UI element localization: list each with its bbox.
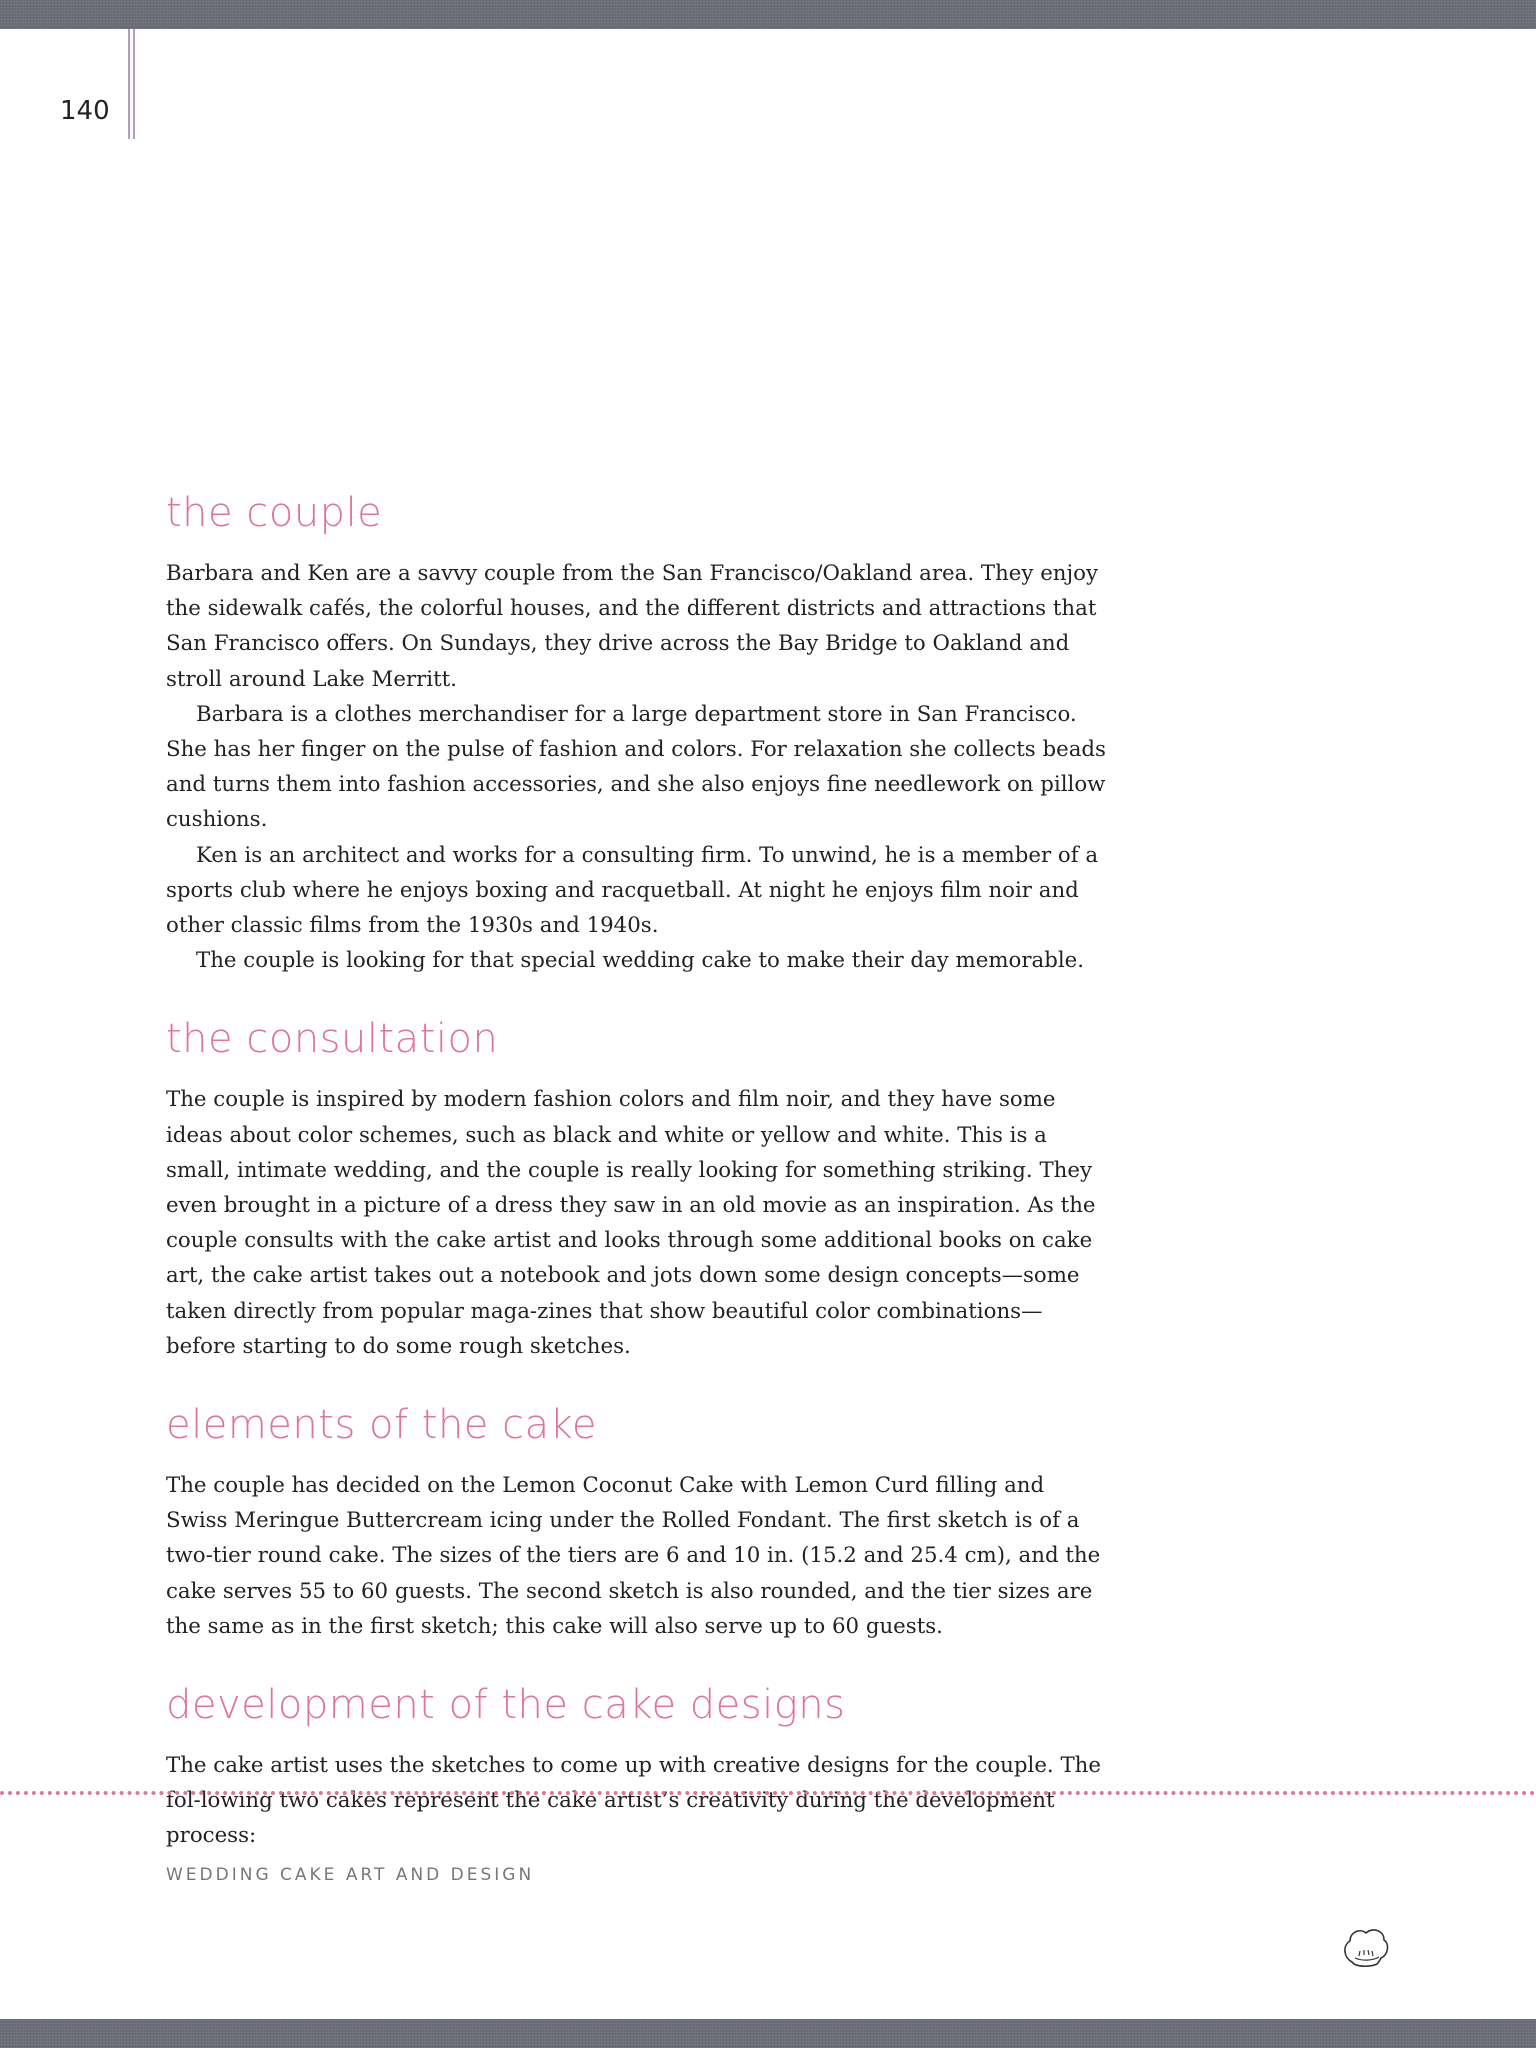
margin-rule-right: [133, 29, 135, 139]
running-footer-title: WEDDING CAKE ART AND DESIGN: [166, 1865, 535, 1885]
top-border-bar: [0, 0, 1536, 29]
section-the-couple: [166, 486, 1106, 978]
page-content: [166, 486, 1106, 1888]
chef-hat-icon: [1340, 1922, 1390, 1972]
section-heading: development of the cake designs: [166, 1682, 846, 1729]
margin-rule-left: [128, 29, 130, 139]
paragraph: The couple is inspired by modern fashion colors and film noir, and they have some ideas about color schemes, such as black and white or yellow and white. This is a small, intimate wedding, and the couple is really looking for something striking. They even brought in a picture of a dress they saw in an old movie as an inspiration. As the couple consults with the cake artist and looks through some additional books on cake art, the cake artist takes out a notebook and jots down some design concepts—some taken directly from popular maga-zines that show beautiful color combinations—before starting to do some rough sketches.: [166, 1087, 1096, 1359]
paragraph: The couple has decided on the Lemon Coconut Cake with Lemon Curd filling and Swiss Meringue Buttercream icing under the Rolled Fondant. The first sketch is of a two-tier round cake. The sizes of the tiers are 6 and 10 in. (15.2 and 25.4 cm), and the cake serves 55 to 60 guests. The second sketch is also rounded, and the tier sizes are the same as in the first sketch; this cake will also serve up to 60 guests.: [166, 1473, 1101, 1639]
section-heading: elements of the cake: [166, 1402, 597, 1449]
section-elements-of-the-cake: [166, 1398, 1106, 1644]
section-heading: the consultation: [166, 1016, 499, 1063]
bottom-border-bar: [0, 2019, 1536, 2048]
paragraph: The couple is looking for that special wedding cake to make their day memorable.: [196, 948, 1085, 974]
section-the-consultation: [166, 1012, 1106, 1364]
footer-dotted-divider: [0, 1791, 1536, 1795]
paragraph: Barbara is a clothes merchandiser for a large department store in San Francisco. She has her finger on the pulse of fashion and colors. For relaxation she collects beads and turns them into fashion accessories, and she also enjoys fine needlework on pillow cushions.: [166, 701, 1106, 833]
paragraph: Ken is an architect and works for a consulting firm. To unwind, he is a member of a sports club where he enjoys boxing and racquetball. At night he enjoys film noir and other classic films from the 1930s and 1940s.: [166, 842, 1099, 939]
page-number: 140: [60, 96, 110, 126]
section-heading: the couple: [166, 490, 383, 536]
paragraph: Barbara and Ken are a savvy couple from the San Francisco/Oakland area. They enjoy the sidewalk cafés, the colorful houses, and the different districts and attractions that San Francisco offers. On Sundays, they drive across the Bay Bridge to Oakland and stroll around Lake Merritt.: [166, 561, 1098, 692]
paragraph: The cake artist uses the sketches to come up with creative designs for the couple. The fol-lowing two cakes represent the cake artist’s creativity during the development process:: [166, 1753, 1101, 1849]
section-development-of-the-cake-designs: [166, 1678, 1106, 1854]
